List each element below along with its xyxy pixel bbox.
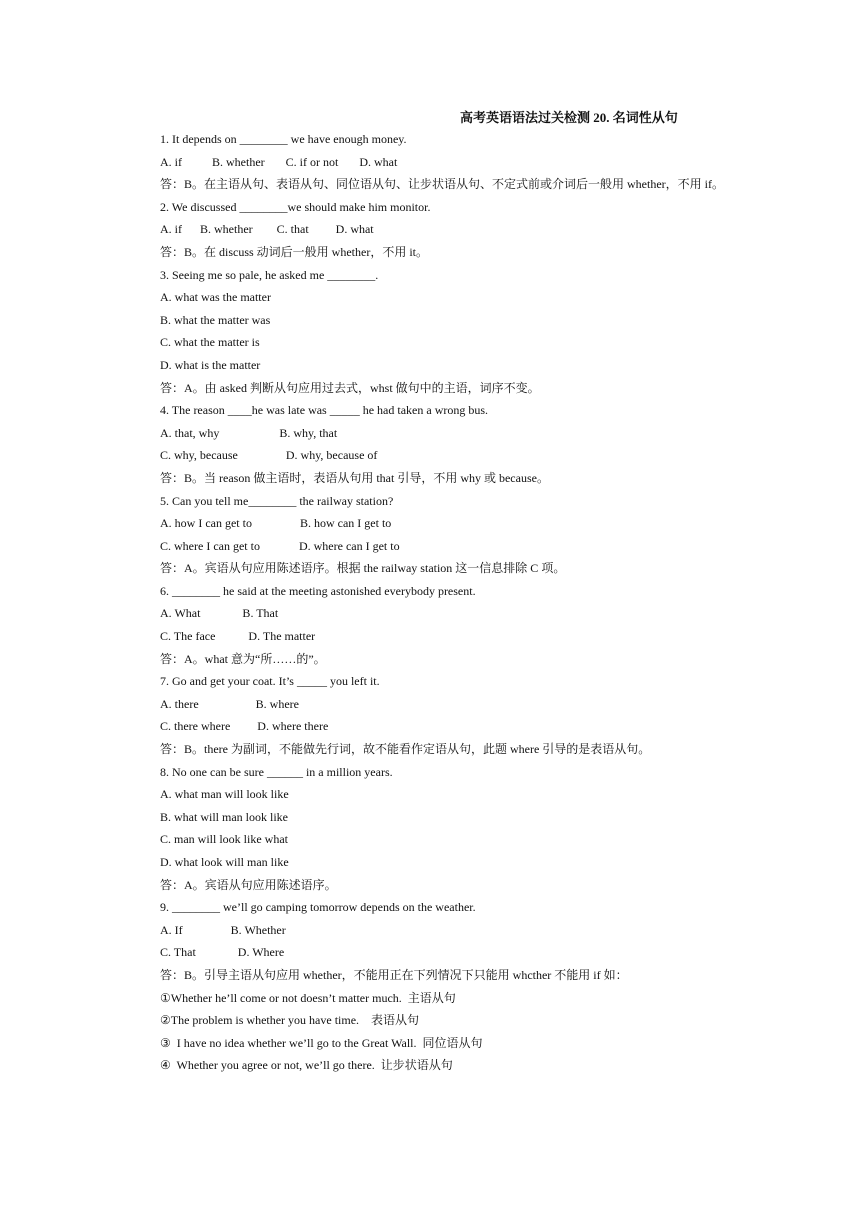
text-line: 答：A。宾语从句应用陈述语序。根据 the railway station 这一信息排除 C 项。 [160, 561, 566, 576]
text-line: B. what the matter was [160, 312, 271, 327]
text-line: 6. ________ he said at the meeting astonished everybody present. [160, 583, 476, 598]
text-line: C. man will look like what [160, 832, 288, 847]
text-line: ②The problem is whether you have time. 表语从句 [160, 1013, 420, 1028]
text-line: C. why, because D. why, because of [160, 448, 378, 463]
text-line: A. if B. whether C. if or not D. what [160, 154, 398, 169]
document-body [130, 128, 742, 1077]
text-line: A. how I can get to B. how can I get to [160, 516, 392, 531]
text-line: A. if B. whether C. that D. what [160, 222, 374, 237]
text-line: 答：B。引导主语从句应用 whether，不能用正在下列情况下只能用 whcther 不能用 if 如： [160, 967, 628, 982]
text-line: 3. Seeing me so pale, he asked me ________. [160, 267, 379, 282]
text-line: C. That D. Where [160, 945, 285, 960]
text-line: ④ Whether you agree or not, we’ll go there. 让步状语从句 [160, 1058, 453, 1073]
text-line: 答：B。在 discuss 动词后一般用 whether，不用 it。 [160, 244, 428, 259]
document-title: 高考英语语法过关检测 20. 名词性从句 [460, 110, 678, 125]
text-line: C. there where D. where there [160, 719, 329, 734]
text-line: C. where I can get to D. where can I get to [160, 538, 400, 553]
text-line: 答：B。在主语从句、表语从句、同位语从句、让步状语从句、不定式前或介词后一般用 whether，不用 if。 [160, 177, 724, 192]
text-line: A. If B. Whether [160, 922, 286, 937]
text-line: ①Whether he’ll come or not doesn’t matter much. 主语从句 [160, 990, 456, 1005]
text-line: 答：A。what 意为“所……的”。 [160, 651, 326, 666]
text-line: 答：A。宾语从句应用陈述语序。 [160, 877, 337, 892]
text-line: 2. We discussed ________we should make him monitor. [160, 199, 431, 214]
text-line: 4. The reason ____he was late was _____ he had taken a wrong bus. [160, 403, 489, 418]
text-line: 1. It depends on ________ we have enough money. [160, 132, 407, 146]
text-line: A. that, why B. why, that [160, 425, 338, 440]
text-line: 答：B。there 为副词，不能做先行词，故不能看作定语从句，此题 where 引导的是表语从句。 [160, 742, 651, 757]
text-line: C. what the matter is [160, 335, 260, 350]
text-line: ③ I have no idea whether we’ll go to the Great Wall. 同位语从句 [160, 1035, 483, 1050]
text-line: D. what is the matter [160, 357, 261, 372]
text-line: A. What B. That [160, 606, 279, 621]
text-line: 5. Can you tell me________ the railway station? [160, 493, 394, 508]
text-line: 答：B。当 reason 做主语时，表语从句用 that 引导，不用 why 或 because。 [160, 470, 549, 485]
text-line: 8. No one can be sure ______ in a million years. [160, 764, 393, 779]
text-line: A. what was the matter [160, 290, 271, 305]
text-line: B. what will man look like [160, 809, 288, 824]
text-line: 9. ________ we’ll go camping tomorrow depends on the weather. [160, 900, 476, 915]
text-line: D. what look will man like [160, 855, 289, 869]
text-line: 7. Go and get your coat. It’s _____ you left it. [160, 674, 380, 689]
text-line: 答：A。由 asked 判断从句应用过去式，whst 做句中的主语，词序不变。 [160, 380, 540, 395]
text-line: A. what man will look like [160, 787, 289, 802]
text-line: A. there B. where [160, 696, 299, 711]
text-line: C. The face D. The matter [160, 629, 316, 644]
